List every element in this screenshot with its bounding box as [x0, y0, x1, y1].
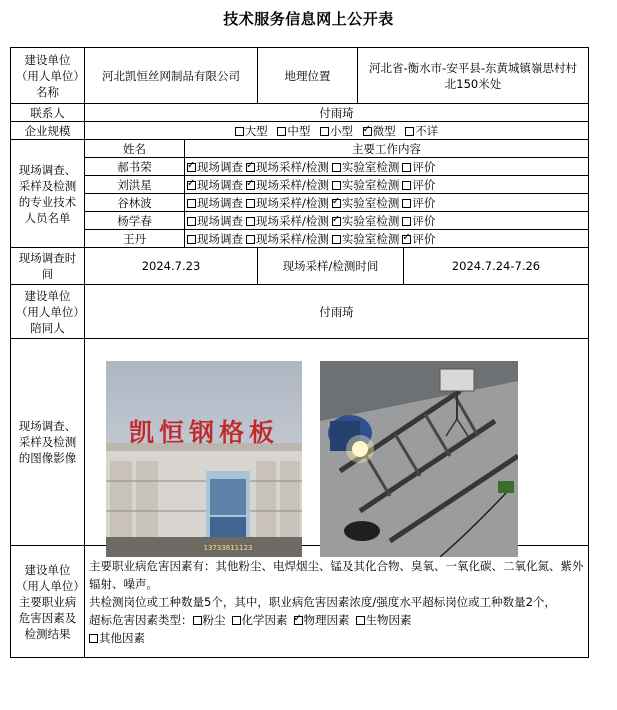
checkbox-icon [246, 181, 255, 190]
staff-work [185, 158, 589, 176]
work-option: 现场采样/检测 [246, 232, 329, 246]
staff-label: 现场调查、采样及检测的专业技术人员名单 [11, 140, 85, 248]
scale-label: 企业规模 [11, 122, 85, 140]
location-value: 河北省-衡水市-安平县-东黄城镇嶺思村村北150米处 [358, 48, 589, 104]
result-line-2: 共检测岗位或工种数量5个，其中，职业病危害因素浓度/强度水平超标岗位或工种数量2个， [89, 594, 557, 609]
work-option: 实验室检测 [332, 232, 400, 246]
welding-image [320, 361, 518, 557]
staff-row [11, 212, 589, 230]
checkbox-icon [246, 199, 255, 208]
survey-time-value: 2024.7.23 [85, 248, 258, 285]
result-label: 建设单位（用人单位）主要职业病危害因素及检测结果 [11, 546, 85, 658]
work-option: ✓ 现场调查 [187, 160, 243, 174]
checkbox-icon [246, 163, 255, 172]
contact-label: 联系人 [11, 104, 85, 122]
work-option: ✓ 现场采样/检测 [246, 178, 329, 192]
staff-name: 郝书荣 [85, 158, 185, 176]
type-option: 其他因素 [89, 629, 584, 647]
checkbox-icon [187, 199, 196, 208]
staff-name: 杨学春 [85, 212, 185, 230]
checkbox-icon [332, 199, 341, 208]
accompany-label: 建设单位（用人单位）陪同人 [11, 285, 85, 339]
work-header: 主要工作内容 [185, 140, 589, 158]
work-option: ✓ 现场调查 [187, 178, 243, 192]
scale-option: ✓ 微型 [363, 124, 396, 138]
checkbox-icon [187, 217, 196, 226]
work-option: ✓ 实验室检测 [332, 214, 400, 228]
checkbox-icon [356, 616, 365, 625]
work-option: 现场采样/检测 [246, 214, 329, 228]
staff-work [185, 212, 589, 230]
checkbox-icon [246, 235, 255, 244]
sign-text: 凯恒钢格板 [128, 418, 280, 447]
staff-work [185, 176, 589, 194]
factory-sign-photo [106, 361, 302, 557]
location-label: 地理位置 [258, 48, 358, 104]
work-option: 现场调查 [187, 232, 243, 246]
checkbox-icon [187, 181, 196, 190]
scale-option: 中型 [277, 124, 310, 138]
type-option: ✓ 物理因素 [294, 613, 350, 627]
factory-sign-image [106, 361, 302, 557]
sampling-time-value: 2024.7.24-7.26 [404, 248, 589, 285]
work-option: 实验室检测 [332, 160, 400, 174]
staff-work [185, 194, 589, 212]
type-option: 生物因素 [356, 613, 412, 627]
checkbox-icon [402, 181, 411, 190]
checkbox-icon [402, 163, 411, 172]
checkbox-icon [363, 127, 372, 136]
sign-phone: 13733811123 [203, 544, 253, 552]
name-header: 姓名 [85, 140, 185, 158]
page-title: 技术服务信息网上公开表 [223, 10, 394, 28]
staff-work [185, 230, 589, 248]
unit-name: 河北凯恒丝网制品有限公司 [85, 48, 258, 104]
checkbox-icon [332, 235, 341, 244]
work-option: 评价 [402, 214, 435, 228]
checkbox-icon [405, 127, 414, 136]
checkbox-icon [193, 616, 202, 625]
info-table [10, 47, 589, 658]
scale-option: 小型 [320, 124, 353, 138]
checkbox-icon [235, 127, 244, 136]
welding-photo [320, 361, 518, 557]
work-option: 评价 [402, 196, 435, 210]
staff-name: 刘洪星 [85, 176, 185, 194]
staff-row [11, 158, 589, 176]
checkbox-icon [232, 616, 241, 625]
checkbox-icon [332, 181, 341, 190]
work-option: 现场调查 [187, 196, 243, 210]
staff-name: 王丹 [85, 230, 185, 248]
checkbox-icon [332, 163, 341, 172]
checkbox-icon [332, 217, 341, 226]
checkbox-icon [277, 127, 286, 136]
checkbox-icon [89, 634, 98, 643]
checkbox-icon [402, 235, 411, 244]
checkbox-icon [294, 616, 303, 625]
sampling-time-label: 现场采样/检测时间 [258, 248, 404, 285]
type-option: 粉尘 [193, 613, 226, 627]
images-label: 现场调查、采样及检测的图像影像 [11, 339, 85, 546]
checkbox-icon [187, 235, 196, 244]
scale-options [85, 122, 589, 140]
result-line-1: 主要职业病危害因素有：其他粉尘、电焊烟尘、锰及其化合物、臭氧、一氧化碳、二氧化氮、紫外辐射、噪声。 [89, 558, 584, 591]
work-option: ✓ 评价 [402, 232, 435, 246]
work-option: ✓ 实验室检测 [332, 196, 400, 210]
checkbox-icon [187, 163, 196, 172]
work-option: 现场采样/检测 [246, 196, 329, 210]
type-option: 化学因素 [232, 613, 288, 627]
work-option: 评价 [402, 160, 435, 174]
work-option: ✓ 现场采样/检测 [246, 160, 329, 174]
staff-row [11, 176, 589, 194]
work-option: 评价 [402, 178, 435, 192]
checkbox-icon [402, 217, 411, 226]
type-label: 超标危害因素类型： [89, 612, 193, 627]
unit-label: 建设单位（用人单位）名称 [11, 48, 85, 104]
work-option: 现场调查 [187, 214, 243, 228]
scale-option: 大型 [235, 124, 268, 138]
checkbox-icon [402, 199, 411, 208]
work-option: 实验室检测 [332, 178, 400, 192]
result-text [85, 546, 589, 658]
survey-time-label: 现场调查时间 [11, 248, 85, 285]
result-types [89, 611, 584, 629]
checkbox-icon [320, 127, 329, 136]
staff-row [11, 194, 589, 212]
scale-option: 不详 [405, 124, 438, 138]
checkbox-icon [246, 217, 255, 226]
staff-row [11, 230, 589, 248]
contact-value: 付雨琦 [85, 104, 589, 122]
staff-name: 谷林波 [85, 194, 185, 212]
accompany-value: 付雨琦 [85, 285, 589, 339]
